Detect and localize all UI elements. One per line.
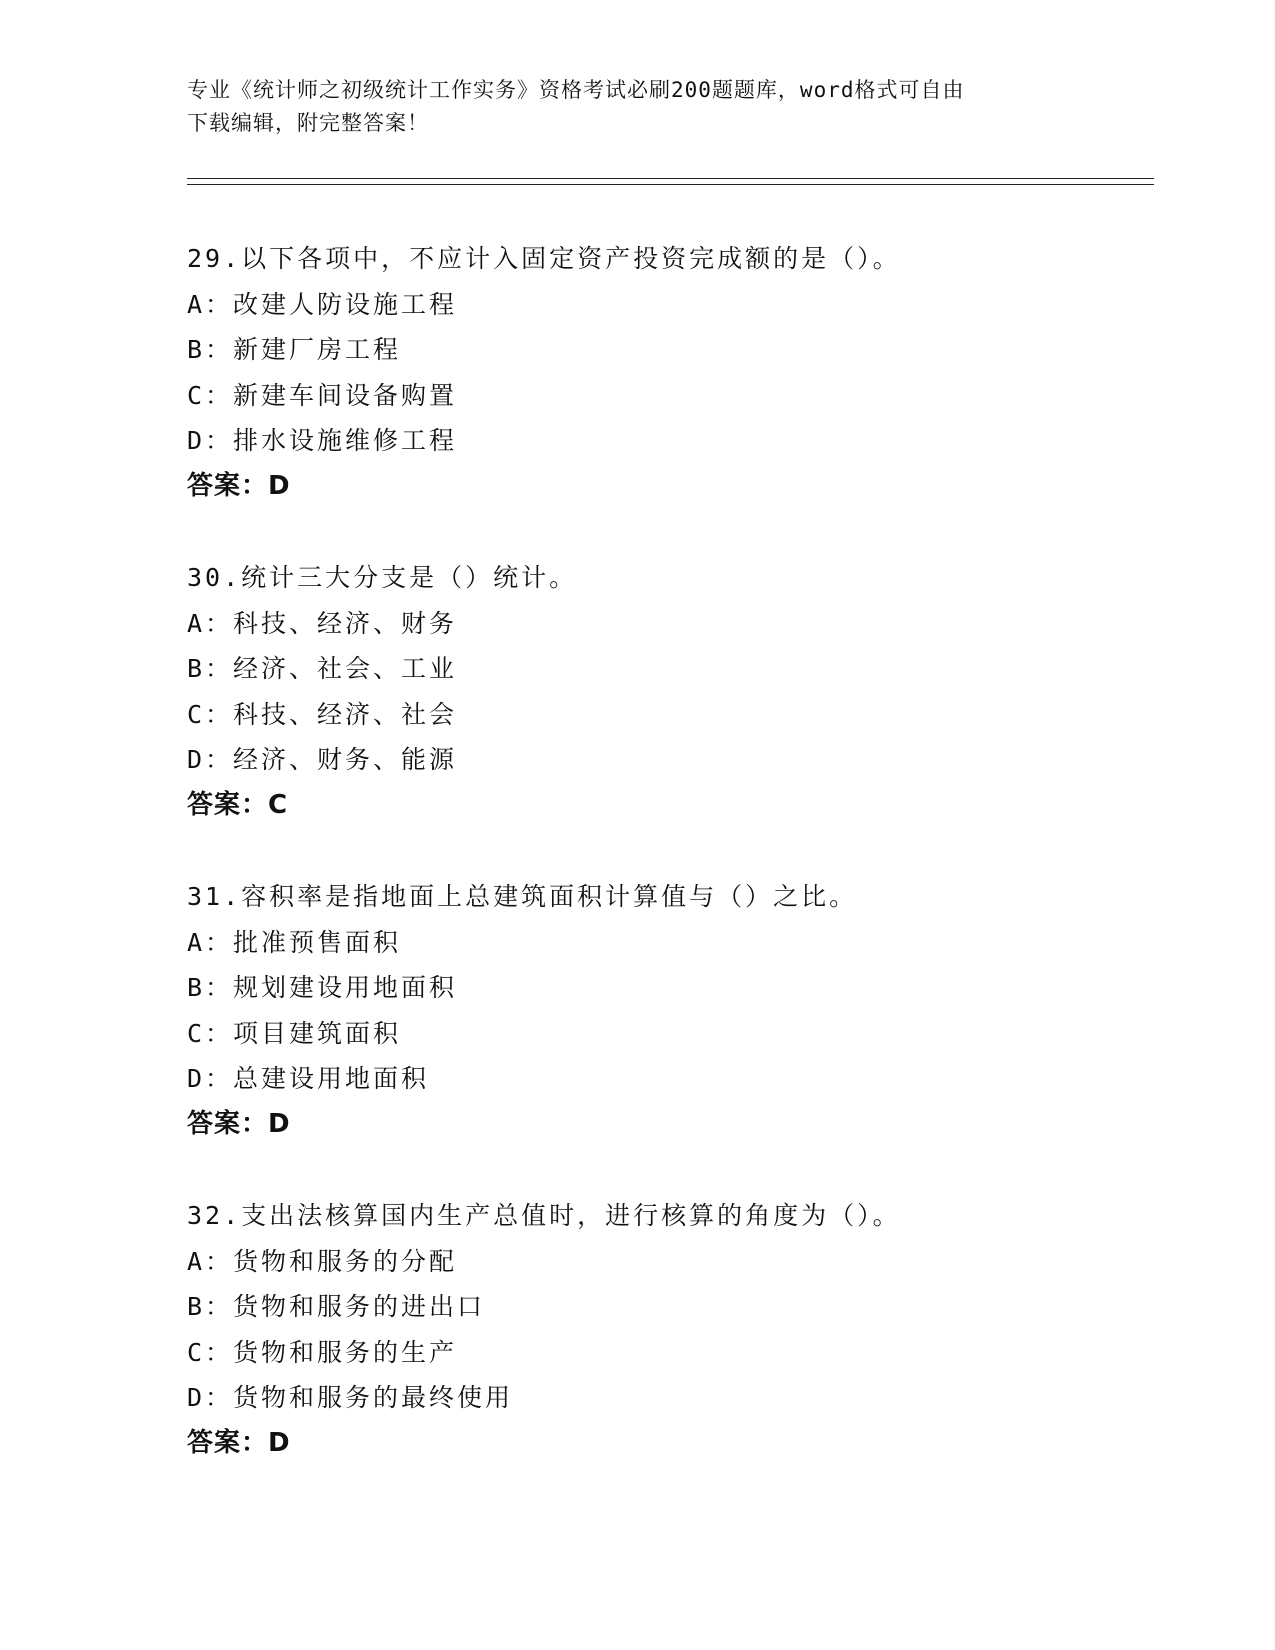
option-b: B：经济、社会、工业 (187, 654, 458, 683)
option-a: A：科技、经济、财务 (187, 608, 458, 638)
question-29 (187, 236, 1147, 509)
option-a: A：货物和服务的分配 (187, 1246, 458, 1276)
question-stem: 30.统计三大分支是（）统计。 (187, 563, 578, 592)
option-d: D：排水设施维修工程 (187, 426, 458, 455)
option-a: A：改建人防设施工程 (187, 289, 458, 319)
question-list (187, 236, 1147, 1512)
answer-line: 答案：C (187, 789, 289, 820)
option-b: B：新建厂房工程 (187, 335, 402, 364)
option-b: B：货物和服务的进出口 (187, 1292, 486, 1321)
option-d: D：总建设用地面积 (187, 1064, 430, 1093)
option-c: C：项目建筑面积 (187, 1018, 402, 1048)
answer-line: 答案：D (187, 1427, 291, 1458)
question-32 (187, 1193, 1147, 1466)
header-divider (187, 178, 1154, 185)
question-stem: 32.支出法核算国内生产总值时，进行核算的角度为（）。 (187, 1201, 901, 1230)
option-d: D：货物和服务的最终使用 (187, 1383, 514, 1412)
answer-line: 答案：D (187, 470, 291, 501)
option-c: C：货物和服务的生产 (187, 1337, 458, 1367)
header-line-2: 下载编辑，附完整答案！ (187, 111, 429, 135)
question-stem: 29.以下各项中，不应计入固定资产投资完成额的是（）。 (187, 244, 901, 273)
question-31 (187, 874, 1147, 1147)
option-d: D：经济、财务、能源 (187, 745, 458, 774)
header-line-1: 专业《统计师之初级统计工作实务》资格考试必刷200题题库，word格式可自由 (187, 78, 965, 102)
option-c: C：新建车间设备购置 (187, 380, 458, 410)
answer-line: 答案：D (187, 1108, 291, 1139)
question-30 (187, 555, 1147, 828)
option-c: C：科技、经济、社会 (187, 699, 458, 729)
question-stem: 31.容积率是指地面上总建筑面积计算值与（）之比。 (187, 882, 858, 911)
option-a: A：批准预售面积 (187, 927, 402, 957)
document-header (187, 74, 1067, 140)
option-b: B：规划建设用地面积 (187, 973, 458, 1002)
